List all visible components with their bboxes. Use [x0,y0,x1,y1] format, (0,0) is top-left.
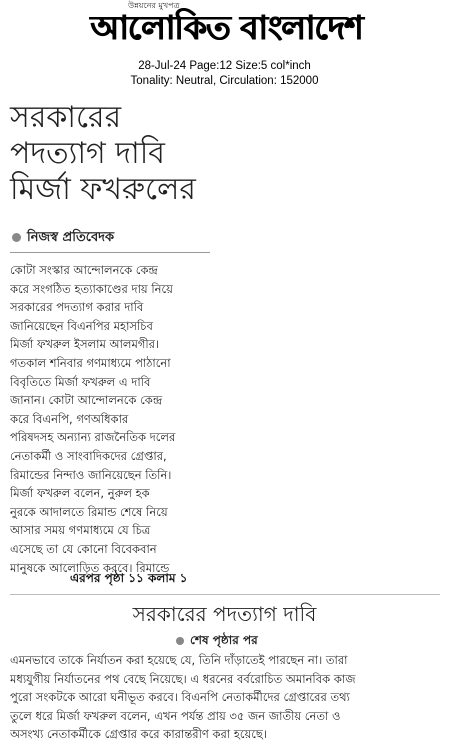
bullet-icon [12,233,21,242]
body-line: মির্জা ফখরুল বলেন, নুরুল হক [10,486,150,501]
body-line: তুলে ধরে মির্জা ফখরুল বলেন, এখন পর্যন্ত প্রায় ৩৫ জন জাতীয় নেতা ও [10,708,341,723]
body-line: করে সংগঠিত হত্যাকাণ্ডের দায় নিয়ে [10,281,173,296]
jump-line: এরপর পৃষ্ঠা ১১ কলাম ১ [70,571,188,585]
clip-info-date-page: 28-Jul-24 Page:12 Size:5 col*inch [138,60,311,72]
continuation-title: সরকারের পদত্যাগ দাবি [132,602,317,626]
body-line: পরিষদসহ অন্যান্য রাজনৈতিক দলের [10,430,176,445]
bullet-icon [176,637,184,645]
continuation-label [176,632,258,652]
body-line: বিবৃতিতে মির্জা ফখরুল এ দাবি [10,374,151,389]
article-headline [10,100,310,208]
body-line: এমনভাবে তাকে নির্যাতন করা হয়েছে যে, তিনি দাঁড়াতেই পারছেন না। তারা [10,653,348,667]
masthead-tagline: উন্নয়নের মুখপত্র [128,1,180,10]
continuation-body [10,651,444,744]
body-line: জানান। কোটা আন্দোলনকে কেন্দ্র [10,393,163,408]
body-line: সরকারের পদত্যাগ করার দাবি [10,300,144,315]
body-line: আসার সময় গণমাধ্যমে যে চিত্র [10,523,151,538]
body-line: এসেছে তা যে কোনো বিবেকবান [10,541,157,556]
body-line: কোটা সংস্কার আন্দোলনকে কেন্দ্র [10,263,158,277]
body-line: জানিয়েছেন বিএনপির মহাসচিব [10,318,153,333]
body-line: করে বিএনপি, গণঅধিকার [10,411,129,426]
body-line: রিমান্ডের নিন্দাও জানিয়েছেন তিনি। [10,467,172,482]
body-line: মধ্যযুগীয় নির্যাতনের পথ বেছে নিয়েছে। এ ধরনের বর্বরোচিত অমানবিক কাজ [10,671,356,686]
body-line: অসংখ্য নেতাকর্মীকে গ্রেপ্তার করে কারান্তরীণ করা হয়েছে। [10,727,267,741]
body-line: মানুষকে আলোড়িত করবে। রিমান্ডে [10,560,170,575]
body-line: নুরকে আদালতে রিমান্ড শেষে নিয়ে [10,504,168,519]
byline-text: নিজস্ব প্রতিবেদক [27,230,115,245]
continuation-label-text: শেষ পৃষ্ঠার পর [190,633,258,647]
body-line: মির্জা ফখরুল ইসলাম আলমগীর। [10,337,160,352]
body-line: গতকাল শনিবার গণমাধ্যমে পাঠানো [10,355,171,370]
divider [10,252,210,253]
headline-line: মির্জা ফখরুলের [10,172,196,207]
divider [10,594,440,595]
body-line: পুরো সংকটকে আরো ঘনীভূত করবে। বিএনপি নেতাকর্মীদের গ্রেপ্তারের তথ্য [10,690,350,704]
body-line: নেতাকর্মী ও সাংবাদিকদের গ্রেপ্তার, [10,448,167,463]
headline-line: সরকারের [10,100,122,135]
clip-info-tonality: Tonality: Neutral, Circulation: 152000 [130,75,319,87]
masthead [0,0,449,60]
article-body [10,261,210,577]
byline [12,228,114,249]
headline-line: পদত্যাগ দাবি [10,136,165,171]
newspaper-logo: আলোকিত বাংলাদেশ [90,8,363,47]
